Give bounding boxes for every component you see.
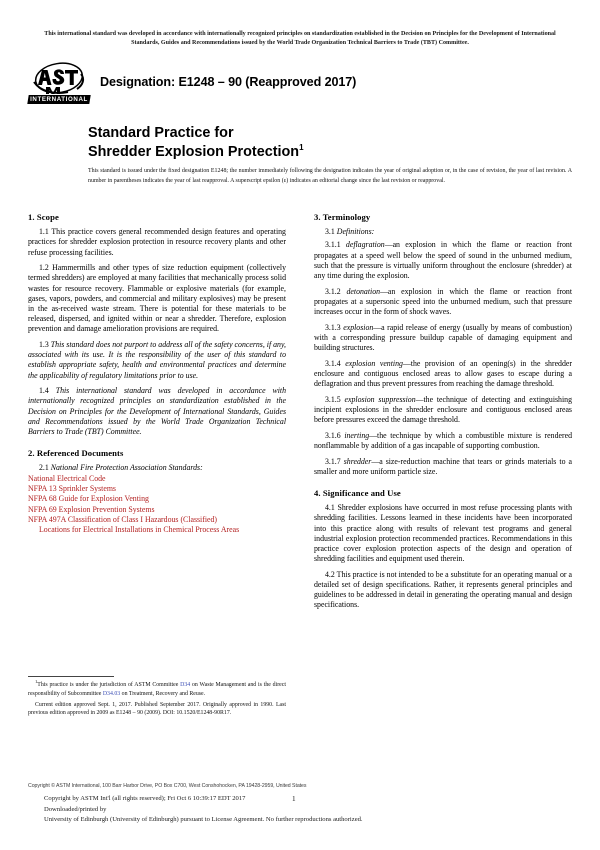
definition-text: —a size-reduction machine that tears or grinds materials to a smaller and more uniform particle size.	[314, 456, 573, 476]
paragraph-1-3	[28, 340, 286, 381]
license-block	[44, 794, 564, 826]
paragraph-3-1-4	[314, 359, 572, 390]
committee-link[interactable]: D34	[180, 682, 191, 688]
astm-logo	[28, 62, 90, 108]
astm-international-wordmark	[27, 95, 90, 104]
paragraph-number: 2.1	[39, 463, 49, 473]
section-heading-referenced-documents: 2. Referenced Documents	[28, 448, 124, 459]
license-line-1: Copyright by ASTM Int'l (all rights reserved); Fri Oct 6 10:39:17 EDT 2017	[44, 795, 246, 802]
page-number: 1	[292, 795, 296, 803]
paragraph-4-1	[314, 503, 572, 564]
paragraph-number: 1.2	[39, 263, 49, 273]
paragraph-1-4	[28, 386, 286, 437]
designation-row	[28, 62, 568, 112]
paragraph-3-1-2	[314, 287, 572, 318]
reference-link[interactable]: NFPA 13 Sprinkler Systems	[28, 484, 116, 494]
paragraph-3-1	[314, 227, 572, 237]
paragraph-number: 3.1.1	[325, 240, 341, 250]
title-line-2: Shredder Explosion Protection	[88, 144, 300, 161]
definition-text: —the technique of detecting and extinguishing incipient explosions in the shredder enclosure and contiguous enclosed areas before pressures exceed the damage threshold.	[314, 394, 572, 425]
left-column	[28, 212, 286, 535]
paragraph-3-1-3	[314, 323, 572, 354]
paragraph-text: Shredder explosions have occurred in most refuse processing plants with shredding facilities. Lessons learned in these incidents have been incorporated into this practice along with results of relevant test programs and general industrial explosion protection recommended practices. Recommendations in this practice cover explosion protection aspects of the design and operation of shredding facilities and equipment used therein.	[314, 503, 572, 564]
footnote-jurisdiction	[28, 681, 286, 698]
definition-text: —the provision of an opening(s) in the shredder enclosure and contiguous enclosed areas to allow gases to escape during a deflagration and thus prevent pressures from reaching the damage threshold.	[314, 358, 572, 389]
footnote-edition: Current edition approved Sept. 1, 2017. Published September 2017. Originally approved in 1990. Last previous edition approved in 2009 as E1248 – 90 (2009). DOI: 10.1520/E1248-90R17.	[28, 701, 286, 717]
paragraph-number: 3.1.3	[325, 322, 341, 332]
reference-link[interactable]: NFPA 69 Explosion Prevention Systems	[28, 504, 155, 514]
defined-term: inerting	[344, 430, 370, 440]
paragraph-text: This practice is not intended to be a substitute for an operating manual or a detailed set of design specifications. Rather, it represents general principles and guidelines to be addressed in detail in generating the operating manual and design specifications.	[314, 569, 572, 610]
defined-term: shredder	[343, 456, 372, 466]
definition-text: —the technique by which a combustible mixture is rendered nonflammable by addition of a gas incapable of supporting combustion.	[314, 430, 572, 451]
referenced-documents-list	[28, 474, 286, 535]
paragraph-text: Hammermills and other types of size reduction equipment (collectively termed shredders) are employed at many facilities that mechanically process solid wastes for resource recovery. Flammable or explosive materials (for example, gases, vapors, powders, and commercial and military explosives) may be present in the as-received waste stream. There is potential for these materials to be released, dispersed, and ignited within or near a shredder. Therefore, explosion prevention and damage amelioration provisions are required.	[28, 263, 286, 334]
title-footnote-marker: 1	[299, 143, 304, 153]
astm-wordmark-text: INTERNATIONAL	[30, 96, 88, 103]
designation-text: Designation: E1248 – 90 (Reapproved 2017)	[100, 75, 357, 89]
defined-term: explosion venting	[345, 358, 403, 368]
footnote-marker: 1	[35, 679, 38, 685]
subheading-text: National Fire Protection Association Standards:	[50, 463, 203, 473]
paragraph-number: 4.1	[325, 503, 335, 513]
paragraph-text: This standard does not purport to address all of the safety concerns, if any, associated with its use. It is the responsibility of the user of this standard to establish appropriate safety, health and environmental practices and determine the applicability of regulatory limitations prior to use.	[28, 340, 286, 380]
paragraph-number: 1.4	[39, 386, 49, 396]
definition-text: —a rapid release of energy (usually by means of combustion) with a corresponding pressure buildup capable of damaging equipment and building structures.	[314, 322, 572, 353]
right-column	[314, 212, 572, 616]
title-block	[88, 124, 508, 162]
list-item[interactable]	[28, 494, 286, 504]
list-item[interactable]	[28, 515, 286, 535]
footnote-block	[28, 676, 286, 721]
paragraph-number: 3.1.7	[325, 456, 341, 466]
paragraph-number: 3.1.5	[325, 394, 341, 404]
paragraph-number: 1.1	[39, 227, 49, 237]
defined-term: explosion	[343, 322, 374, 332]
international-standard-note: This international standard was developed in accordance with internationally recognized principles on standardization established in the Decision on Principles for the Development of International Standards, Guides and Recommendations issued by the World Trade Organization Technical Barriers to Trade (TBT) Committee.	[44, 31, 556, 47]
license-line-3: University of Edinburgh (University of Edinburgh) pursuant to License Agreement. No further reproductions authorized.	[44, 816, 363, 824]
paragraph-4-2	[314, 570, 572, 611]
paragraph-text: This practice covers general recommended design features and operating practices for shredder explosion protection in resource recovery plants and other refuse processing facilities.	[28, 227, 286, 257]
referenced-documents-subheading	[28, 463, 286, 473]
list-item[interactable]	[28, 484, 286, 494]
paragraph-number: 3.1	[325, 227, 335, 237]
defined-term: explosion suppression	[344, 394, 416, 404]
footnote-divider	[28, 676, 114, 677]
defined-term: detonation	[346, 286, 381, 296]
reference-link[interactable]: NFPA 497A Classification of Class I Hazardous (Classified)	[28, 514, 218, 524]
subcommittee-link[interactable]: D34.03	[102, 690, 121, 697]
definition-text: —an explosion in which the flame or reaction front propagates at a supersonic speed into the unburned medium, such that pressure increases occur in the form of shock waves.	[314, 286, 572, 316]
astm-emblem-icon	[31, 62, 87, 96]
reference-link-continuation[interactable]: Locations for Electrical Installations in Chemical Process Areas	[39, 525, 240, 535]
paragraph-3-1-1	[314, 240, 572, 281]
section-heading-terminology: 3. Terminology	[314, 212, 371, 222]
paragraph-3-1-6	[314, 431, 572, 451]
list-item[interactable]	[28, 505, 286, 515]
page-title	[88, 124, 508, 162]
footnote-part-2: on Waste Management and is the direct responsibility of Subcommittee	[28, 682, 286, 697]
defined-term: deflagration	[345, 240, 385, 250]
issue-note: This standard is issued under the fixed designation E1248; the number immediately following the designation indicates the year of original adoption or, in the case of revision, the year of last revision. A number in parentheses indicates the year of last reapproval. A superscript epsilon (ε) indicates an editorial change since the last revision or reapproval.	[88, 168, 572, 184]
list-item[interactable]	[28, 474, 286, 484]
definition-text: —an explosion in which the flame or reaction front propagates at a speed well below the speed of sound in the unburned medium, such that the pressure is virtually uniform throughout the enclosure (shredder) at any time during the explosion.	[314, 240, 572, 280]
paragraph-3-1-5	[314, 395, 572, 426]
definitions-label: Definitions:	[336, 227, 375, 237]
paragraph-1-1	[28, 227, 286, 258]
reference-link[interactable]: NFPA 68 Guide for Explosion Venting	[28, 494, 149, 504]
copyright-notice: Copyright © ASTM International, 100 Barr Harbor Drive, PO Box C700, West Conshohocken, PA 19428-2959, United States	[28, 783, 307, 789]
paragraph-number: 3.1.4	[325, 358, 341, 368]
footnote-part-1: This practice is under the jurisdiction of ASTM Committee	[37, 682, 181, 688]
paragraph-text: This international standard was developed in accordance with internationally recognized principles on standardization established in the Decision on Principles for the Development of International Standards, Guides and Recommendations issued by the World Trade Organization Technical Barriers to Trade (TBT) Committee.	[28, 386, 286, 437]
paragraph-number: 3.1.6	[325, 430, 341, 440]
paragraph-number: 3.1.2	[325, 286, 341, 296]
paragraph-number: 1.3	[39, 340, 49, 350]
title-line-1: Standard Practice for	[88, 125, 234, 141]
license-line-2: Downloaded/printed by	[44, 805, 107, 813]
section-heading-significance-and-use: 4. Significance and Use	[314, 488, 401, 499]
paragraph-1-2	[28, 263, 286, 334]
footnote-part-3: on Treatment, Recovery and Reuse.	[120, 690, 206, 697]
reference-link[interactable]: National Electrical Code	[28, 474, 106, 484]
paragraph-3-1-7	[314, 457, 572, 477]
section-heading-scope: 1. Scope	[28, 212, 59, 222]
paragraph-number: 4.2	[325, 569, 335, 579]
